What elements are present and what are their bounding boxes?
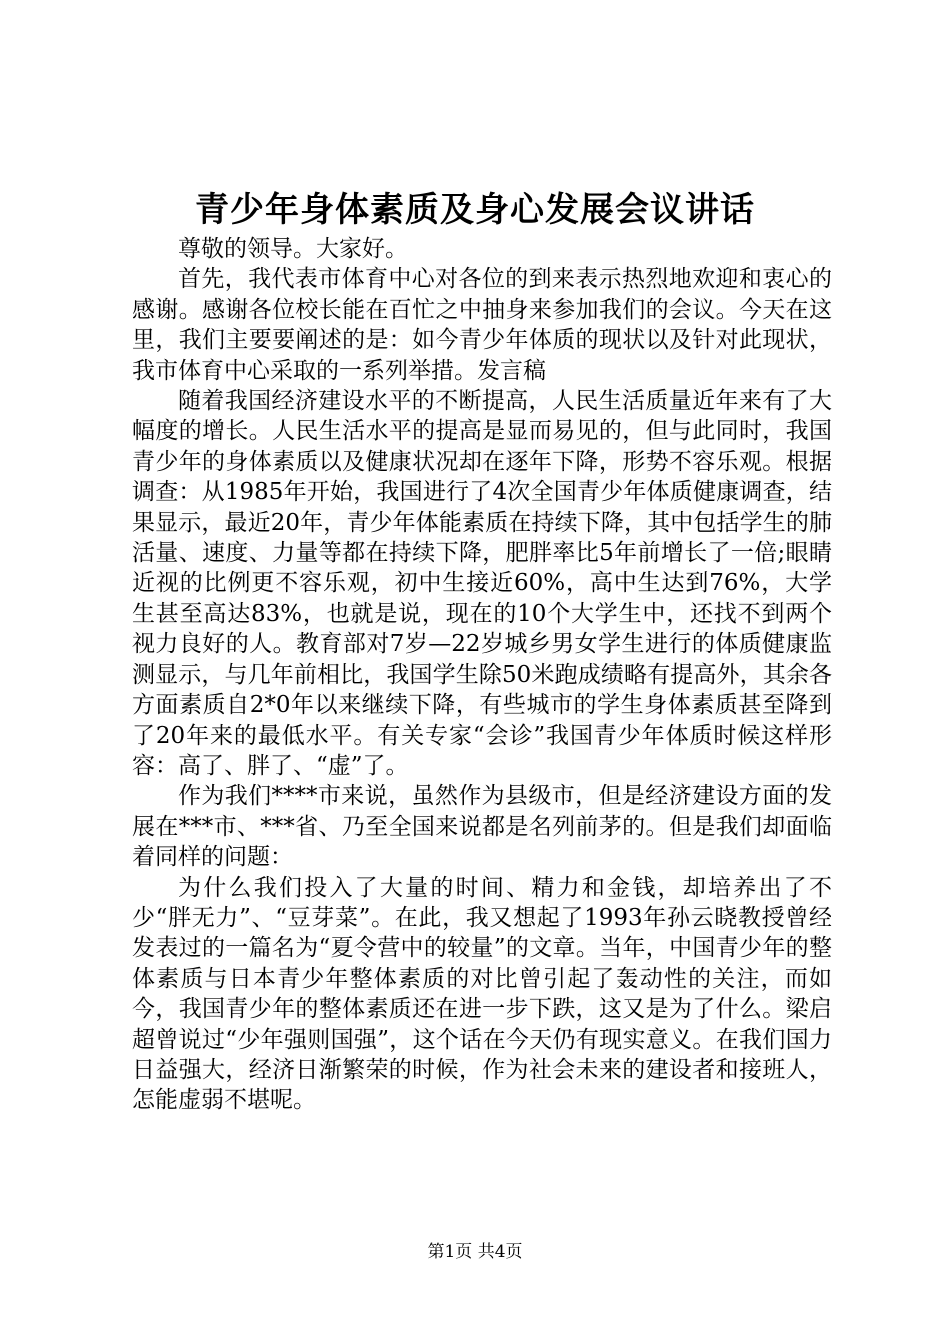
- paragraph-greeting: 尊敬的领导。大家好。: [178, 236, 408, 262]
- document-body: [132, 234, 832, 1116]
- paragraph-reflection: 为什么我们投入了大量的时间、精力和金钱，却培养出了不少“胖无力”、“豆芽菜”。在此，我又想起了1993年孙云晓教授曾经发表过的一篇名为“夏令营中的较量”的文章。当年，中国青少年的整体素质与日本青少年整体素质的对比曾引起了轰动性的关注，而如今，我国青少年的整体素质还在进一步下跌，这又是为了什么。梁启超曾说过“少年强则国强”，这个话在今天仍有现实意义。在我们国力日益强大，经济日渐繁荣的时候，作为社会未来的建设者和接班人，怎能虚弱不堪呢。: [132, 874, 832, 1114]
- paragraph-opening: 首先，我代表市体育中心对各位的到来表示热烈地欢迎和衷心的感谢。感谢各位校长能在百忙之中抽身来参加我们的会议。今天在这里，我们主要要阐述的是：如今青少年体质的现状以及针对此现状，我市体育中心采取的一系列举措。发言稿: [132, 266, 832, 384]
- paragraph-survey: 随着我国经济建设水平的不断提高，人民生活质量近年来有了大幅度的增长。人民生活水平的提高是显而易见的，但与此同时，我国青少年的身体素质以及健康状况却在逐年下降，形势不容乐观。根据调查：从1985年开始，我国进行了4次全国青少年体质健康调查，结果显示，最近20年，青少年体能素质在持续下降，其中包括学生的肺活量、速度、力量等都在持续下降，肥胖率比5年前增长了一倍;眼睛近视的比例更不容乐观，初中生接近60%，高中生达到76%，大学生甚至高达83%，也就是说，现在的10个大学生中，还找不到两个视力良好的人。教育部对7岁—22岁城乡男女学生进行的体质健康监测显示，与几年前相比，我国学生除50米跑成绩略有提高外，其余各方面素质自2*0年以来继续下降，有些城市的学生身体素质甚至降到了20年来的最低水平。有关专家“会诊”我国青少年体质时候这样形容：高了、胖了、“虚”了。: [132, 388, 832, 779]
- document-title: 青少年身体素质及身心发展会议讲话: [195, 190, 755, 230]
- paragraph-local-city: 作为我们****市来说，虽然作为县级市，但是经济建设方面的发展在***市、***省、乃至全国来说都是名列前茅的。但是我们却面临着同样的问题：: [132, 783, 832, 871]
- page-number-footer: 第1页 共4页: [427, 1242, 523, 1262]
